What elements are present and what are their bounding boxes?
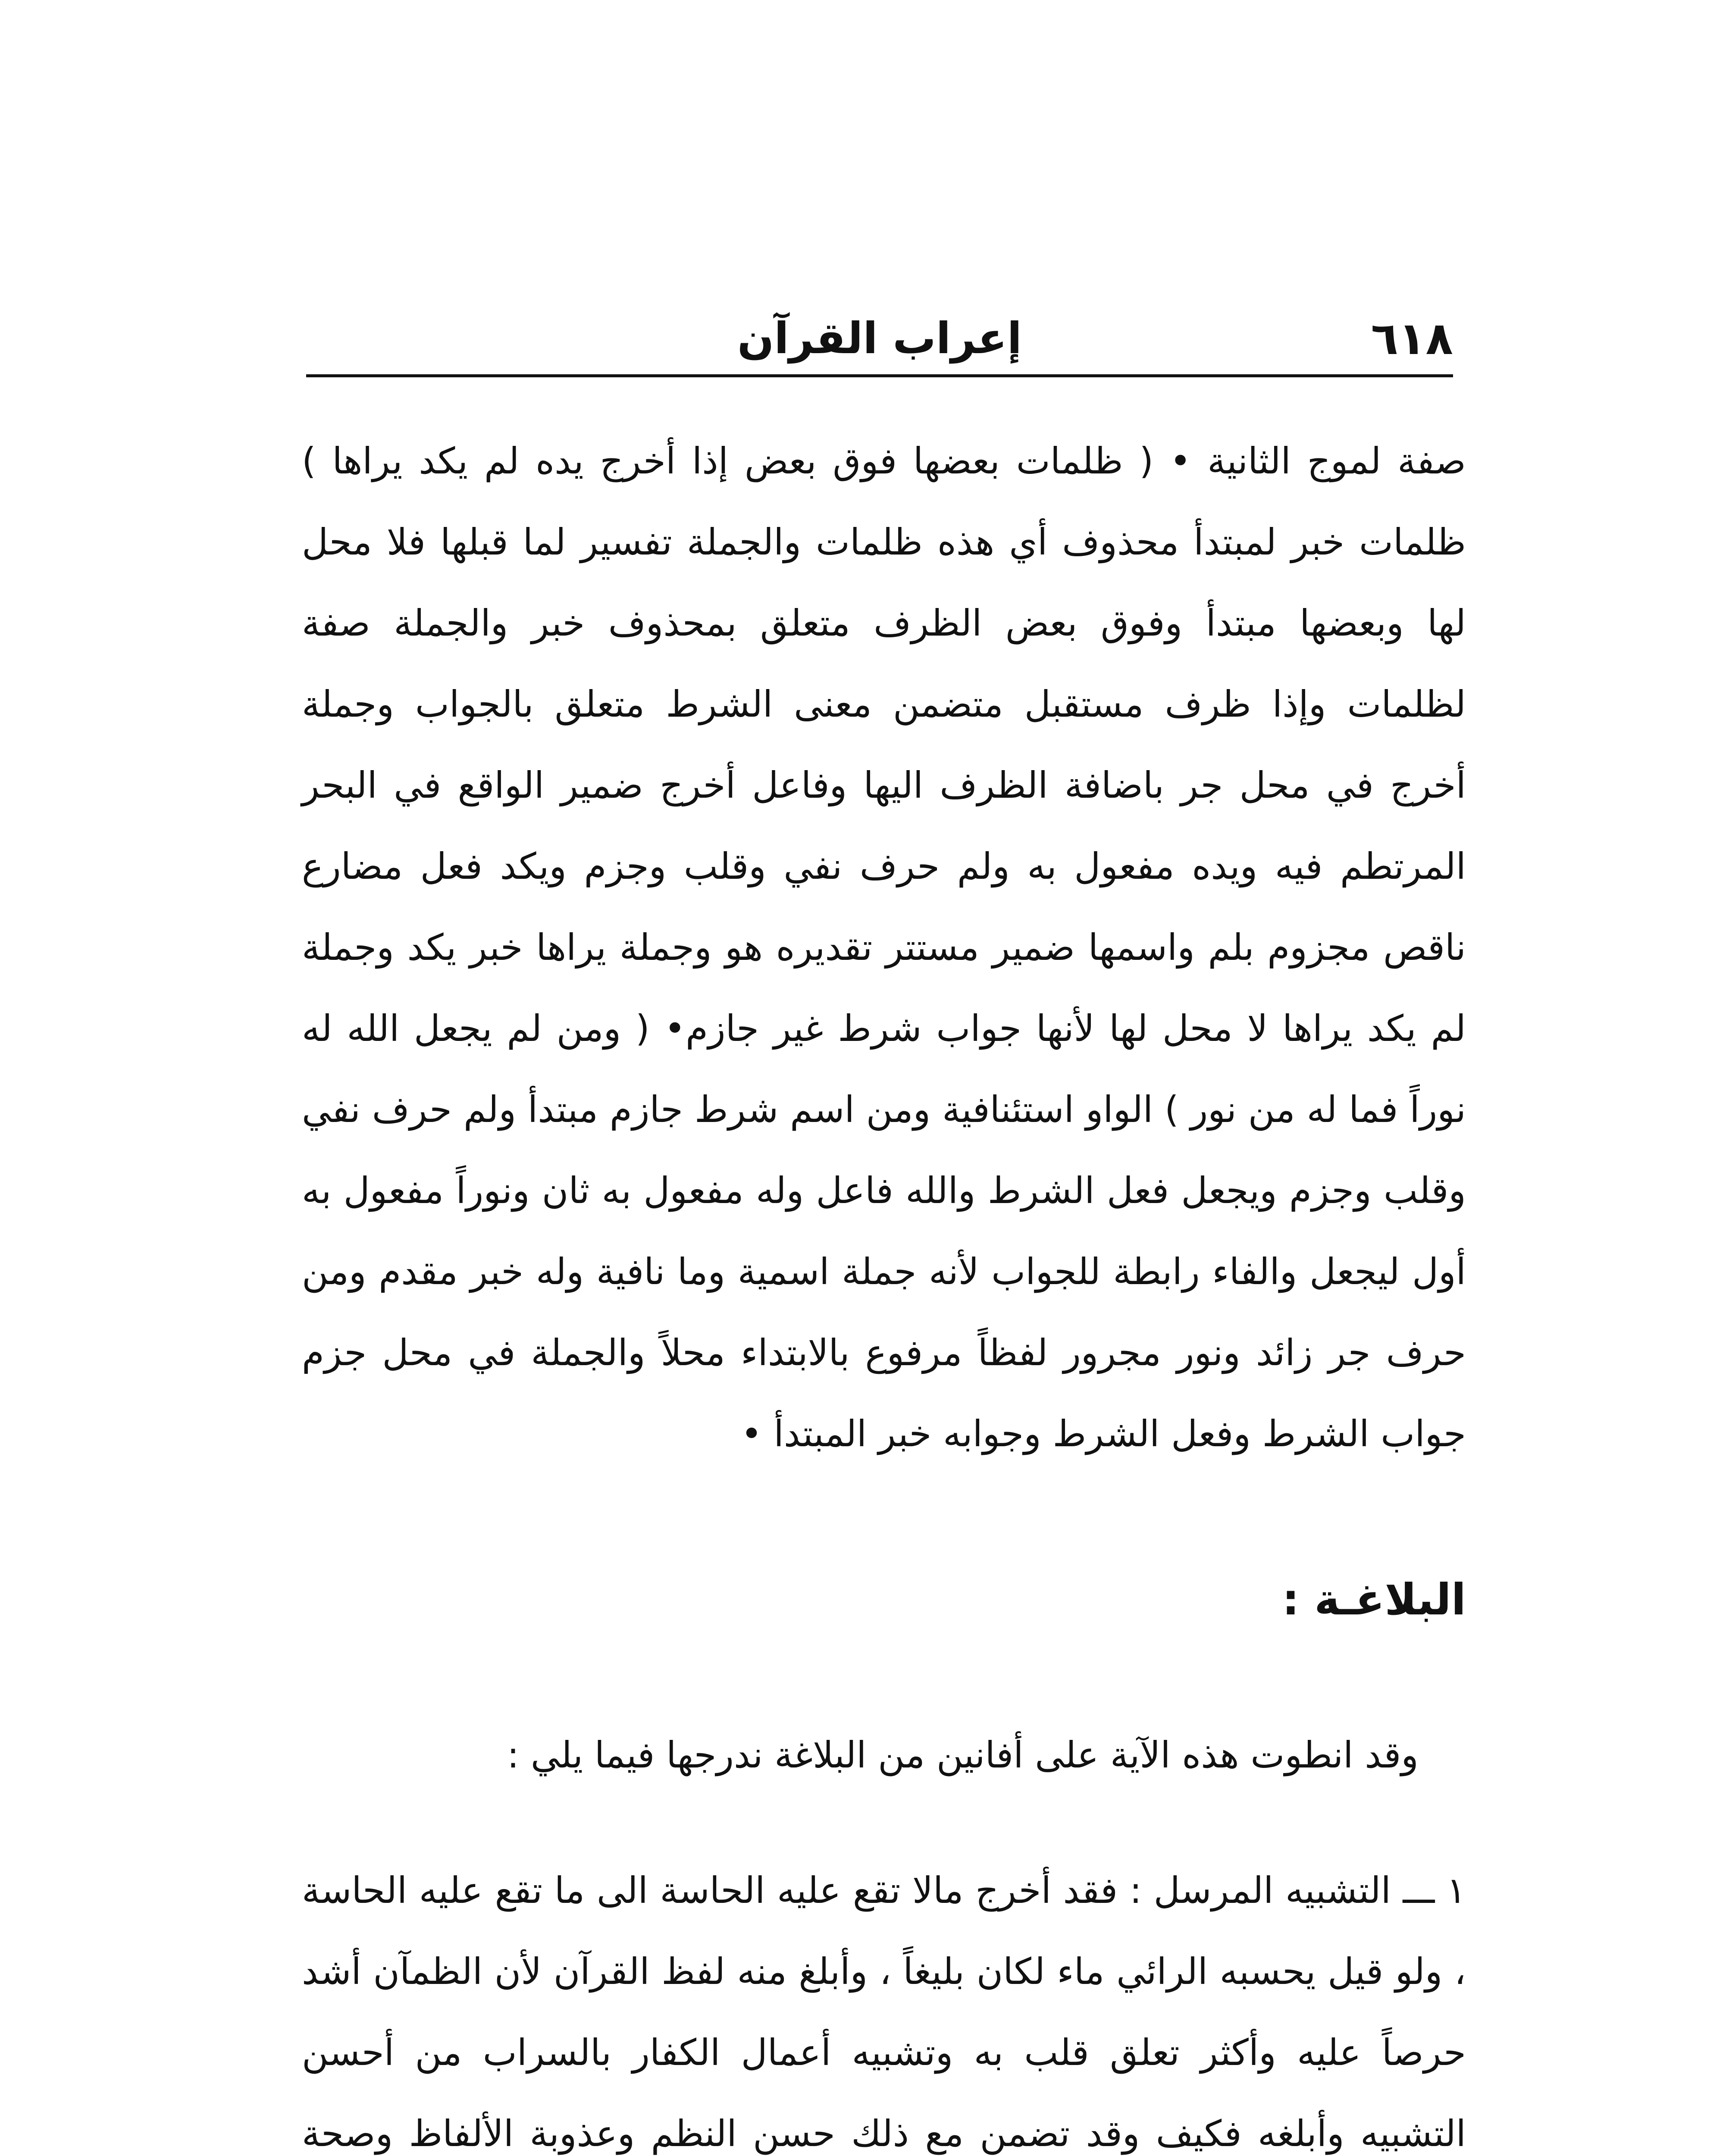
section-heading-balagha: البلاغـة : [1282, 1574, 1466, 1625]
running-title: إعراب القرآن [737, 313, 1022, 364]
intro-line: وقد انطوت هذه الآية على أفانين من البلاغة ندرجها فيما يلي : [507, 1734, 1419, 1776]
main-paragraph: صفة لموج الثانية • ( ظلمات بعضها فوق بعض إذا أخرج يده لم يكد يراها ) ظلمات خبر لمبتدأ محذوف أي هذه ظلمات والجملة تفسير لما قبلها فلا محل لها وبعضها مبتدأ وفوق بعض الظرف متعلق بمحذوف خبر والجملة صفة لظلمات وإذا ظرف مستقبل متضمن معنى الشرط متعلق بالجواب وجملة أخرج في محل جر باضافة الظرف اليها وفاعل أخرج ضمير الواقع في البحر المرتطم فيه ويده مفعول به ولم حرف نفي وقلب وجزم ويكد فعل مضارع ناقص مجزوم بلم واسمها ضمير مستتر تقديره هو وجملة يراها خبر يكد وجملة لم يكد يراها لا محل لها لأنها جواب شرط غير جازم• ( ومن لم يجعل الله له نوراً فما له من نور ) الواو استئنافية ومن اسم شرط جازم مبتدأ ولم حرف نفي وقلب وجزم ويجعل فعل الشرط والله فاعل وله مفعول به ثان ونوراً مفعول به أول ليجعل والفاء رابطة للجواب لأنه جملة اسمية وما نافية وله خبر مقدم ومن حرف جر زائد ونور مجرور لفظاً مرفوع بالابتداء محلاً والجملة في محل جزم جواب الشرط وفعل الشرط وجوابه خبر المبتدأ • [302, 440, 1466, 1455]
header-rule [306, 374, 1453, 377]
list-item-1: ١ ـــ التشبيه المرسل : فقد أخرج مالا تقع عليه الحاسة الى ما تقع عليه الحاسة ، ولو قيل يحسبه الرائي ماء لكان بليغاً ، وأبلغ منه لفظ القرآن لأن الظمآن أشد حرصاً عليه وأكثر تعلق قلب به وتشبيه أعمال الكفار بالسراب من أحسن التشبيه وأبلغه فكيف وقد تضمن مع ذلك حسن النظم وعذوبة الألفاظ وصحة [302, 1869, 1466, 2155]
page-number: ٦١٨ [1371, 312, 1453, 365]
page-header [306, 308, 1453, 377]
